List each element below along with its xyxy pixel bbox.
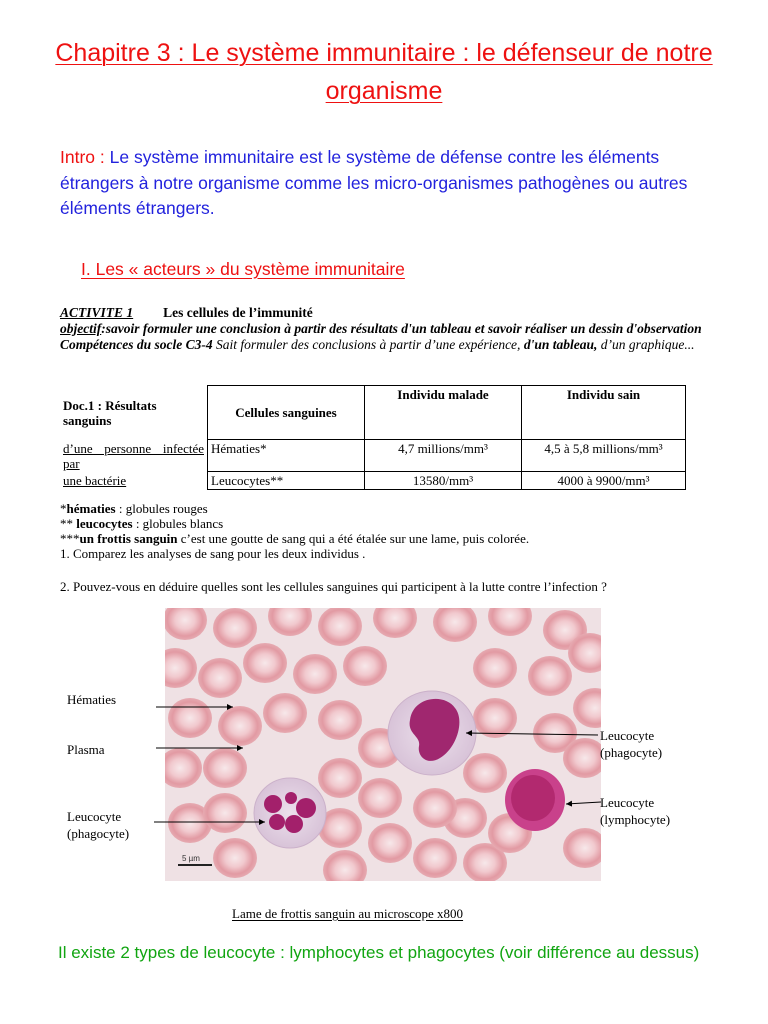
scale-label: 5 µm [182, 854, 200, 863]
note-frottis: ***un frottis sanguin c’est une goutte de sang qui a été étalée sur une lame, puis colorée. [60, 531, 530, 546]
label-leucocyte-phagocyte-right: Leucocyte (phagocyte) [600, 728, 663, 760]
conclusion: Il existe 2 types de leucocyte : lymphocytes et phagocytes (voir différence au dessus) [58, 943, 700, 962]
note-hematies: *hématies : globules rouges [60, 501, 208, 516]
header-sain: Individu sain [522, 386, 686, 440]
question-2: 2. Pouvez-vous en déduire quelles sont les cellules sanguines qui participent à la lutte contre l’infection ? [60, 579, 607, 594]
intro-label: Intro : [60, 147, 105, 167]
intro-text: Le système immunitaire est le système de défense contre les éléments étrangers à notre organisme comme les micro-organismes pathogènes ou autres éléments étrangers. [60, 147, 688, 218]
side-text-2: une bactérie [63, 472, 127, 488]
label-leucocyte-lymphocyte: Leucocyte (lymphocyte) [600, 795, 671, 827]
label-leucocyte-phagocyte-left: Leucocyte (phagocyte) [67, 809, 130, 841]
question-1: 1. Comparez les analyses de sang pour les deux individus . [60, 546, 366, 561]
side-text-1: d’une personne infectée par [63, 440, 204, 471]
figure-caption: Lame de frottis sanguin au microscope x800 [232, 906, 464, 921]
row-leucocytes-cell: Leucocytes** [208, 472, 365, 490]
section-heading: I. Les « acteurs » du système immunitaire [81, 259, 405, 279]
row-hematies-cell: Hématies* [208, 440, 365, 472]
activity-label: ACTIVITE 1 [60, 305, 134, 320]
note-leucocytes: ** leucocytes : globules blancs [60, 516, 224, 531]
doc-label: Doc.1 : Résultats sanguins [63, 397, 157, 428]
objective-label: objectif [60, 321, 102, 336]
row-hematies-sain: 4,5 à 5,8 millions/mm³ [522, 440, 686, 472]
page-title: Chapitre 3 : Le système immunitaire : le défenseur de notre organisme [55, 39, 713, 105]
header-malade: Individu malade [365, 386, 522, 440]
header-cellules: Cellules sanguines [208, 386, 365, 440]
competence-text-bold: d'un tableau, [523, 337, 598, 352]
label-hematies: Hématies [67, 692, 117, 707]
competence-tail: d’un graphique... [600, 337, 695, 352]
row-hematies-malade: 4,7 millions/mm³ [365, 440, 522, 472]
row-leucocytes-malade: 13580/mm³ [365, 472, 522, 490]
objective-text: :savoir formuler une conclusion à partir des résultats d'un tableau et savoir réaliser un dessin d'observation [101, 321, 702, 336]
competence-label: Compétences du socle C3-4 [60, 337, 213, 352]
competence-text: Sait formuler des conclusions à partir d’une expérience, [215, 337, 521, 352]
row-leucocytes-sain: 4000 à 9900/mm³ [522, 472, 686, 490]
activity-title: Les cellules de l’immunité [163, 305, 313, 320]
label-plasma: Plasma [67, 742, 105, 757]
